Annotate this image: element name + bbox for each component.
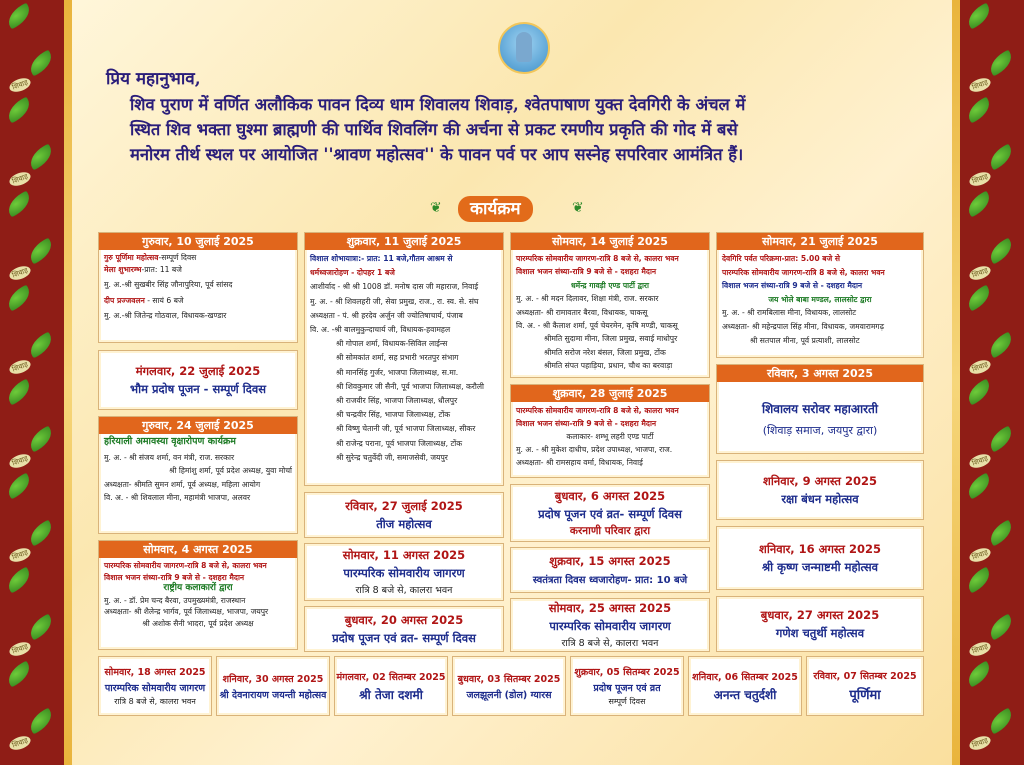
leaf-icon: [966, 572, 996, 602]
event-title: जलझूलनी (डोल) ग्यारस: [466, 689, 552, 701]
event-time: सम्पूर्ण दिवस: [608, 697, 646, 706]
event-line: पारम्परिक सोमवारीय जागरण-रात्रि 8 बजे से, कालरा भवन: [104, 561, 267, 570]
event-date: शनिवार, 16 अगस्त 2025: [759, 541, 881, 556]
guest-line: श्री सुरेन्द्र चतुर्वेदी जी, समाजसेवी, जयपुर: [336, 452, 448, 462]
bell-label: शिवाड़: [8, 170, 33, 189]
event-title: पूर्णिमा: [849, 688, 881, 703]
guest-line: श्री चन्द्रवीर सिंह, भाजपा जिलाध्यक्ष, टोंक: [336, 410, 451, 420]
leaf-icon: [6, 102, 36, 132]
guest-line: श्री गोपाल शर्मा, विधायक-सिविल लाईन्स: [336, 339, 448, 349]
guest-line: श्रीमति सरोज नरेश बंसल, जिला प्रमुख, टोंक: [544, 347, 666, 357]
event-title: स्वतंत्रता दिवस ध्वजारोहण- प्रात: 10 बजे: [532, 575, 688, 586]
event-date: शनिवार, 9 अगस्त 2025: [763, 473, 877, 488]
event-date: सोमवार, 14 जुलाई 2025: [511, 233, 709, 250]
event-card-6-august: [510, 484, 710, 542]
intro-text: [130, 92, 940, 167]
guest-line: अध्यक्षता- श्रीमति सुमन शर्मा, पूर्व अध्यक्ष, महिला आयोग: [104, 479, 261, 489]
bell-label: शिवाड़: [8, 358, 33, 377]
event-line: विशाल शोभायात्रा:- प्रात: 11 बजे,गौतम आश्रम से: [310, 254, 453, 263]
leaf-icon: [966, 8, 996, 38]
bell-label: शिवाड़: [968, 452, 993, 471]
event-date: मंगलवार, 22 जुलाई 2025: [135, 363, 261, 378]
guest-line: अध्यक्षता- श्री रामावतार बैरवा, विधायक, चाकसू: [516, 307, 648, 317]
bell-icon: [964, 253, 994, 283]
event-card-27-august: [716, 596, 924, 652]
event-date: सोमवार, 11 अगस्त 2025: [342, 548, 466, 562]
intro-line: मनोरम तीर्थ स्थल पर आयोजित ''श्रावण महोत्सव'' के पावन पर्व पर आप सस्नेह सपरिवार आमंत्रित हैं।: [130, 145, 744, 164]
bell-icon: [964, 723, 994, 753]
leaf-icon: [966, 196, 996, 226]
guest-line: मु. अ. - श्री संजय शर्मा, वन मंत्री, राज. सरकार: [104, 452, 235, 462]
guest-line: श्री मानसिंह गुर्जर, भाजपा जिलाध्यक्ष, स.मा.: [336, 367, 459, 377]
event-line: विशाल भजन संध्या-रात्रि 9 बजे से - दशहरा मैदान: [516, 267, 657, 277]
event-card-15-august: [510, 547, 710, 593]
intro-line: स्थित शिव भक्ता घुश्मा ब्राह्मणी की पार्थिव शिवलिंग की अर्चना से प्रकट रमणीय प्रकृति की गोद में बसे: [130, 120, 738, 139]
bell-icon: [964, 159, 994, 189]
event-card-27-july: [304, 492, 504, 538]
event-line: पारम्परिक सोमवारीय जागरण-रात्रि 8 बजे से, कालरा भवन: [722, 267, 885, 277]
leaf-icon: [6, 290, 36, 320]
event-card-20-august: [304, 606, 504, 652]
leaf-icon: [6, 196, 36, 226]
event-date: मंगलवार, 02 सितम्बर 2025: [336, 671, 446, 683]
event-title: अनन्त चतुर्दशी: [713, 687, 777, 702]
left-flourish-icon: ❦: [430, 200, 442, 216]
event-title: पारम्परिक सोमवारीय जागरण: [104, 683, 206, 694]
guest-line: अध्यक्षता- श्री महेन्द्रपाल सिंह मीना, विधायक, जमवारामगढ़: [722, 321, 884, 331]
guest-line: श्री सोमकांत शर्मा, सह प्रभारी भरतपुर संभाग: [336, 353, 459, 363]
performer-line: जय भोले बाबा मण्डल, लालसोट द्वारा: [768, 294, 872, 304]
event-organiser: (शिवाड़ समाज, जयपुर द्वारा): [762, 423, 878, 437]
leaf-icon: [6, 8, 36, 38]
event-card-21-july: [716, 232, 924, 358]
event-card-18-august: [98, 656, 212, 716]
bell-label: शिवाड़: [8, 640, 33, 659]
event-date: रविवार, 27 जुलाई 2025: [345, 498, 463, 513]
event-title: मेला शुभारम्भ: [104, 264, 142, 274]
event-title: हरियाली अमावस्या वृक्षारोपण कार्यक्रम: [104, 436, 236, 447]
event-time: -प्रात: 11 बजे: [141, 264, 182, 274]
right-flourish-icon: ❦: [572, 200, 584, 216]
bell-icon: [964, 441, 994, 471]
leaf-icon: [6, 384, 36, 414]
event-date: सोमवार, 18 अगस्त 2025: [104, 667, 206, 678]
bell-label: शिवाड़: [8, 76, 33, 95]
guest-line: श्री अशोक सैनी भादरा, पूर्व प्रदेश अध्यक्ष: [142, 618, 254, 628]
event-title: तीज महोत्सव: [376, 516, 432, 531]
bell-icon: [4, 723, 34, 753]
event-title: श्री देवनारायण जयन्ती महोत्सव: [219, 689, 327, 701]
event-card-6-september: [688, 656, 802, 716]
leaf-icon: [966, 666, 996, 696]
bell-icon: [4, 253, 34, 283]
event-time: रात्रि 8 बजे से, कालरा भवन: [561, 638, 659, 649]
performer-line: धर्मेन्द्र गावड़ी एण्ड पार्टी द्वारा: [570, 280, 649, 290]
event-line: देवगिरि पर्वत परिक्रमा-प्रात: 5.00 बजे से: [722, 254, 841, 263]
bell-icon: [964, 65, 994, 95]
event-card-14-july: [510, 232, 710, 378]
event-title: प्रदोष पूजन एवं व्रत- सम्पूर्ण दिवस: [332, 630, 476, 645]
event-card-9-august: [716, 460, 924, 520]
event-card-4-august: [98, 540, 298, 650]
bell-icon: [964, 347, 994, 377]
bell-label: शिवाड़: [968, 170, 993, 189]
bell-icon: [4, 441, 34, 471]
event-date: शनिवार, 06 सितम्बर 2025: [692, 671, 798, 683]
bell-icon: [4, 347, 34, 377]
leaf-icon: [966, 384, 996, 414]
event-title: पारम्परिक सोमवारीय जागरण: [343, 566, 465, 580]
right-gold-stripe: [952, 0, 960, 765]
guest-line: श्री शिवकुमार जी सैनी, पूर्व भाजपा जिलाध्यक्ष, करौली: [336, 381, 484, 391]
guest-line: अध्यक्षता- श्री शैलेन्द्र भार्गव, पूर्व जिलाध्यक्ष, भाजपा, जयपुर: [104, 607, 269, 616]
bell-icon: [4, 65, 34, 95]
event-date: सोमवार, 4 अगस्त 2025: [99, 541, 297, 558]
bell-label: शिवाड़: [8, 546, 33, 565]
bell-label: शिवाड़: [968, 76, 993, 95]
guest-line: आशीर्वाद - श्री श्री 1008 डॉ. मनोष दास जी महाराज, निवाई: [310, 282, 479, 292]
leaf-icon: [6, 478, 36, 508]
event-card-2-september: [334, 656, 448, 716]
event-time: रात्रि 8 बजे से, कालरा भवन: [114, 697, 196, 706]
event-title: शिवालय सरोवर महाआरती: [762, 401, 878, 416]
bell-label: शिवाड़: [8, 264, 33, 283]
guest-line: वि. अ. -श्री बालमुकुन्दाचार्य जी, विधायक-हवामहल: [310, 325, 451, 335]
guest-line: श्रीमति संपत पहाड़िया, प्रधान, चौथ का बरवाड़ा: [544, 361, 673, 371]
guest-line: श्री राजवीर सिंह, भाजपा जिलाध्यक्ष, धौलपुर: [336, 396, 458, 406]
event-organiser: करनाणी परिवार द्वारा: [569, 524, 651, 537]
performer-line: राष्ट्रीय कलाकारों द्वारा: [163, 583, 233, 593]
event-date: बुधवार, 03 सितम्बर 2025: [457, 673, 561, 685]
event-card-3-september: [452, 656, 566, 716]
bell-label: शिवाड़: [968, 546, 993, 565]
guest-line: श्री विष्णु चेतानी जी, पूर्व भाजपा जिलाध्यक्ष, सीकर: [336, 424, 476, 434]
event-title: भौम प्रदोष पूजन - सम्पूर्ण दिवस: [130, 381, 266, 396]
performer-line: कलाकार- शम्भू लहरी एण्ड पार्टी: [566, 432, 654, 441]
event-date: शुक्रवार, 05 सितम्बर 2025: [574, 667, 680, 678]
guest-line: वि. अ. - श्री शिवलाल मीना, महामंत्री भाजपा, अलवर: [104, 493, 251, 502]
guest-line: मु. अ.-श्री जितेन्द्र गोठवाल, विधायक-खण्डार: [104, 311, 227, 320]
bell-label: शिवाड़: [968, 640, 993, 659]
event-card-25-august: [510, 598, 710, 652]
left-leaf-border: [0, 0, 64, 765]
event-title: गणेश चतुर्थी महोत्सव: [775, 625, 865, 640]
bell-icon: [4, 629, 34, 659]
event-card-7-september: [806, 656, 924, 716]
event-line: विशाल भजन संध्या-रात्रि 9 बजे से - दशहरा मैदान: [104, 572, 245, 582]
event-card-3-august: [716, 364, 924, 454]
event-date: शुक्रवार, 15 अगस्त 2025: [549, 554, 671, 568]
left-gold-stripe: [64, 0, 72, 765]
guest-line: मु. अ. - श्री मदन दिलावर, शिक्षा मंत्री, राज. सरकार: [516, 294, 659, 304]
event-date: शुक्रवार, 11 जुलाई 2025: [305, 233, 503, 250]
guest-line: श्री सतपाल मीना, पूर्व प्रत्याशी, लालसोट: [750, 335, 860, 345]
event-card-24-july: [98, 416, 298, 534]
guest-line: अध्यक्षता- श्री रामसहाय वर्मा, विधायक, निवाई: [516, 458, 643, 467]
event-title: रक्षा बंधन महोत्सव: [781, 491, 859, 506]
event-card-11-august: [304, 543, 504, 601]
intro-line: शिव पुराण में वर्णित अलौकिक पावन दिव्य धाम शिवालय शिवाड़, श्वेतपाषाण युक्त देवगिरी के अंचल में: [130, 95, 746, 114]
event-line: पारम्परिक सोमवारीय जागरण-रात्रि 8 बजे से, कालरा भवन: [516, 254, 679, 263]
event-date: रविवार, 07 सितम्बर 2025: [813, 671, 917, 682]
guest-line: मु. अ. - श्री मुकेश दाधीच, प्रदेश उपाध्यक्ष, भाजपा, राज.: [516, 445, 673, 454]
guest-line: मु. अ. - डॉ. प्रेम चन्द बैरवा, उपमुख्यमंत्री, राजस्थान: [104, 595, 246, 605]
event-line: पारम्परिक सोमवारीय जागरण-रात्रि 8 बजे से, कालरा भवन: [516, 406, 679, 415]
leaf-icon: [966, 290, 996, 320]
event-date: सोमवार, 21 जुलाई 2025: [717, 233, 923, 250]
event-date: बुधवार, 6 अगस्त 2025: [554, 488, 666, 503]
guest-line: अध्यक्षता - पं. श्री हरदेव अर्जुन जी ज्योतिषाचार्य, पंजाब: [310, 310, 463, 320]
program-heading: कार्यक्रम: [458, 196, 533, 222]
right-leaf-border: [960, 0, 1024, 765]
event-date: बुधवार, 27 अगस्त 2025: [760, 607, 880, 622]
event-title: प्रदोष पूजन एवं व्रत- सम्पूर्ण दिवस: [538, 506, 682, 521]
event-date: शनिवार, 30 अगस्त 2025: [222, 673, 324, 685]
event-card-28-july: [510, 384, 710, 478]
bell-label: शिवाड़: [968, 734, 993, 753]
event-title: पारम्परिक सोमवारीय जागरण: [549, 619, 671, 633]
guest-line: वि. अ. - श्री कैलाश शर्मा, पूर्व चेयरमेन, कृषि मण्डी, चाकसू: [516, 321, 678, 331]
event-title: श्री तेजा दशमी: [359, 687, 423, 702]
guest-line: मु. अ. - श्री रामबिलास मीना, विधायक, लालसोट: [722, 308, 857, 318]
event-card-30-august: [216, 656, 330, 716]
event-card-22-july: [98, 350, 298, 410]
leaf-icon: [966, 478, 996, 508]
event-line: विशाल भजन संध्या-रात्रि 9 बजे से - दशहरा मैदान: [722, 281, 863, 291]
greeting: प्रिय महानुभाव,: [106, 69, 201, 89]
event-date: रविवार, 3 अगस्त 2025: [717, 365, 923, 382]
event-title: दीप प्रज्जवलन: [104, 295, 145, 305]
event-card-5-september: [570, 656, 684, 716]
event-date: बुधवार, 20 अगस्त 2025: [344, 612, 464, 627]
bell-icon: [4, 159, 34, 189]
bell-icon: [4, 535, 34, 565]
event-title: गुरु पूर्णिमा महोत्सव: [104, 253, 159, 262]
guest-line: श्री राजेन्द्र पराना, पूर्व भाजपा जिलाध्यक्ष, टोंक: [336, 438, 463, 448]
guest-line: श्रीमति सुदामा मीना, जिला प्रमुख, सवाई माधोपुर: [544, 334, 678, 344]
bell-icon: [964, 535, 994, 565]
bell-label: शिवाड़: [968, 358, 993, 377]
event-card-16-august: [716, 526, 924, 590]
event-line: विशाल भजन संध्या-रात्रि 9 बजे से - दशहरा मैदान: [516, 419, 657, 428]
event-time: - सायं 6 बजे: [144, 295, 184, 305]
event-card-11-july: [304, 232, 504, 486]
bell-label: शिवाड़: [968, 264, 993, 283]
guest-line: मु. अ.-श्री सुखबीर सिंह जौनापुरिया, पूर्व सांसद: [104, 280, 233, 289]
event-date: गुरुवार, 10 जुलाई 2025: [99, 233, 297, 250]
event-title: प्रदोष पूजन एवं व्रत: [593, 683, 661, 694]
bell-label: शिवाड़: [8, 452, 33, 471]
bell-icon: [964, 629, 994, 659]
event-card-10-july: [98, 232, 298, 343]
guest-line: मु. अ. - श्री शिवलहरी जी, सेवा प्रमुख, राज., रा. स्व. से. संघ: [310, 296, 479, 306]
guest-line: श्री हिमांशु शर्मा, पूर्व प्रदेश अध्यक्ष, युवा मोर्चा: [169, 466, 292, 475]
event-line: धर्मध्वजारोहण - दोपहर 1 बजे: [310, 268, 395, 278]
bell-label: शिवाड़: [8, 734, 33, 753]
event-time: रात्रि 8 बजे से, कालरा भवन: [355, 585, 453, 596]
leaf-icon: [966, 102, 996, 132]
leaf-icon: [6, 572, 36, 602]
event-date: गुरुवार, 24 जुलाई 2025: [99, 417, 297, 434]
leaf-icon: [6, 666, 36, 696]
event-title: श्री कृष्ण जन्माष्टमी महोत्सव: [761, 559, 879, 574]
event-time: -सम्पूर्ण दिवस: [158, 253, 197, 262]
shiva-image: [498, 22, 550, 74]
event-date: सोमवार, 25 अगस्त 2025: [548, 601, 672, 615]
event-date: शुक्रवार, 28 जुलाई 2025: [511, 385, 709, 402]
